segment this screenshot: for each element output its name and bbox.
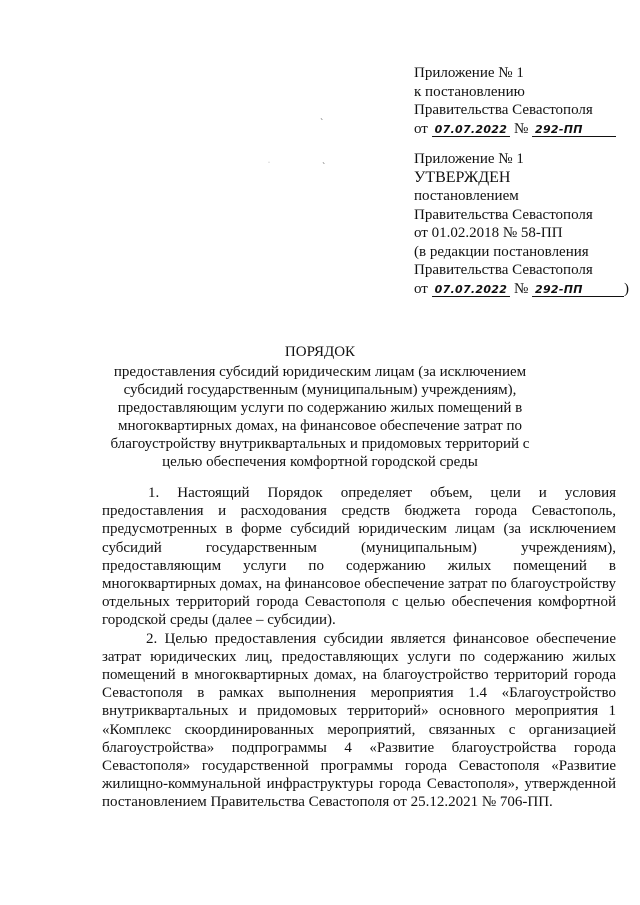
paragraph-1: 1. Настоящий Порядок определяет объем, цели и условия предоставления и расходования средств бюджета города Севастополь, предусмотренных в форме субсидий юридическим лицам (за исключением субсидий государственным (муниципальным) учреждениям), предоставляющим услуги по содержанию жилых помещений в многоквартирных домах, на финансовое обеспечение затрат по благоустройству отдельных территорий города Севастополя с целью обеспечения комфортной городской среды (далее – субсидии). [102, 485, 616, 629]
number-sign: № [513, 280, 529, 297]
paragraph-2: 2. Целью предоставления субсидии является финансовое обеспечение затрат юридических лиц, предоставляющих услуги по содержанию жилых помещений в многоквартирных домах, на благоустройство территорий города Севастополя в рамках выполнения мероприятия 1.4 «Благоустройство внутриквартальных и придомовых территорий» основного мероприятия 1 «Комплекс скоординированных мероприятий, связанных с организацией благоустройства» подпрограммы 4 «Развитие благоустройства города Севастополя» государственной программы города Севастополя «Развитие жилищно-коммунальной инфраструктуры города Севастополя», утвержденной постановлением Правительства Севастополя от 25.12.2021 № 706-ПП. [102, 630, 616, 811]
handwritten-number: 292-ПП [532, 124, 616, 137]
appendix-approved-line6: (в редакции постановления [414, 243, 589, 260]
appendix-approved-block [414, 150, 629, 298]
from-label: от [414, 120, 428, 137]
appendix-order-line3: Правительства Севастополя [414, 102, 593, 118]
appendix-approved-line4: Правительства Севастополя [414, 206, 593, 223]
number-sign: № [513, 120, 529, 137]
document-body [102, 484, 616, 812]
document-title: ПОРЯДОК [284, 344, 356, 360]
closing-paren: ) [624, 280, 630, 297]
from-label: от [414, 280, 428, 297]
handwritten-number: 292-ПП [532, 284, 624, 297]
appendix-approved-line5: от 01.02.2018 № 58-ПП [414, 225, 563, 241]
approved-label: УТВЕРЖДЕН [414, 168, 511, 186]
appendix-approved-line7: Правительства Севастополя [414, 262, 593, 278]
scan-speck: · [268, 160, 270, 166]
document-heading [0, 343, 640, 471]
handwritten-date: 07.07.2022 [432, 124, 511, 137]
appendix-approved-date-line [414, 280, 629, 299]
scan-speck: ` [322, 162, 326, 173]
appendix-approved-line1: Приложение № 1 [414, 151, 524, 167]
appendix-order-line1: Приложение № 1 [414, 65, 524, 81]
appendix-approved-line3: постановлением [414, 188, 519, 204]
document-subtitle: предоставления субсидий юридическим лицам (за исключением субсидий государственным (муниципальным) учреждениям), предоставляющим услуги по содержанию жилых помещений в многоквартирных домах, на финансовое обеспечение затрат по благоустройству внутриквартальных и придомовых территорий с целью обеспечения комфортной городской среды [110, 364, 530, 470]
appendix-order-line2: к постановлению [414, 83, 525, 100]
appendix-order-date-line [414, 120, 616, 139]
handwritten-date: 07.07.2022 [432, 284, 511, 297]
scan-speck: ` [320, 118, 324, 129]
appendix-order-block [414, 64, 616, 138]
